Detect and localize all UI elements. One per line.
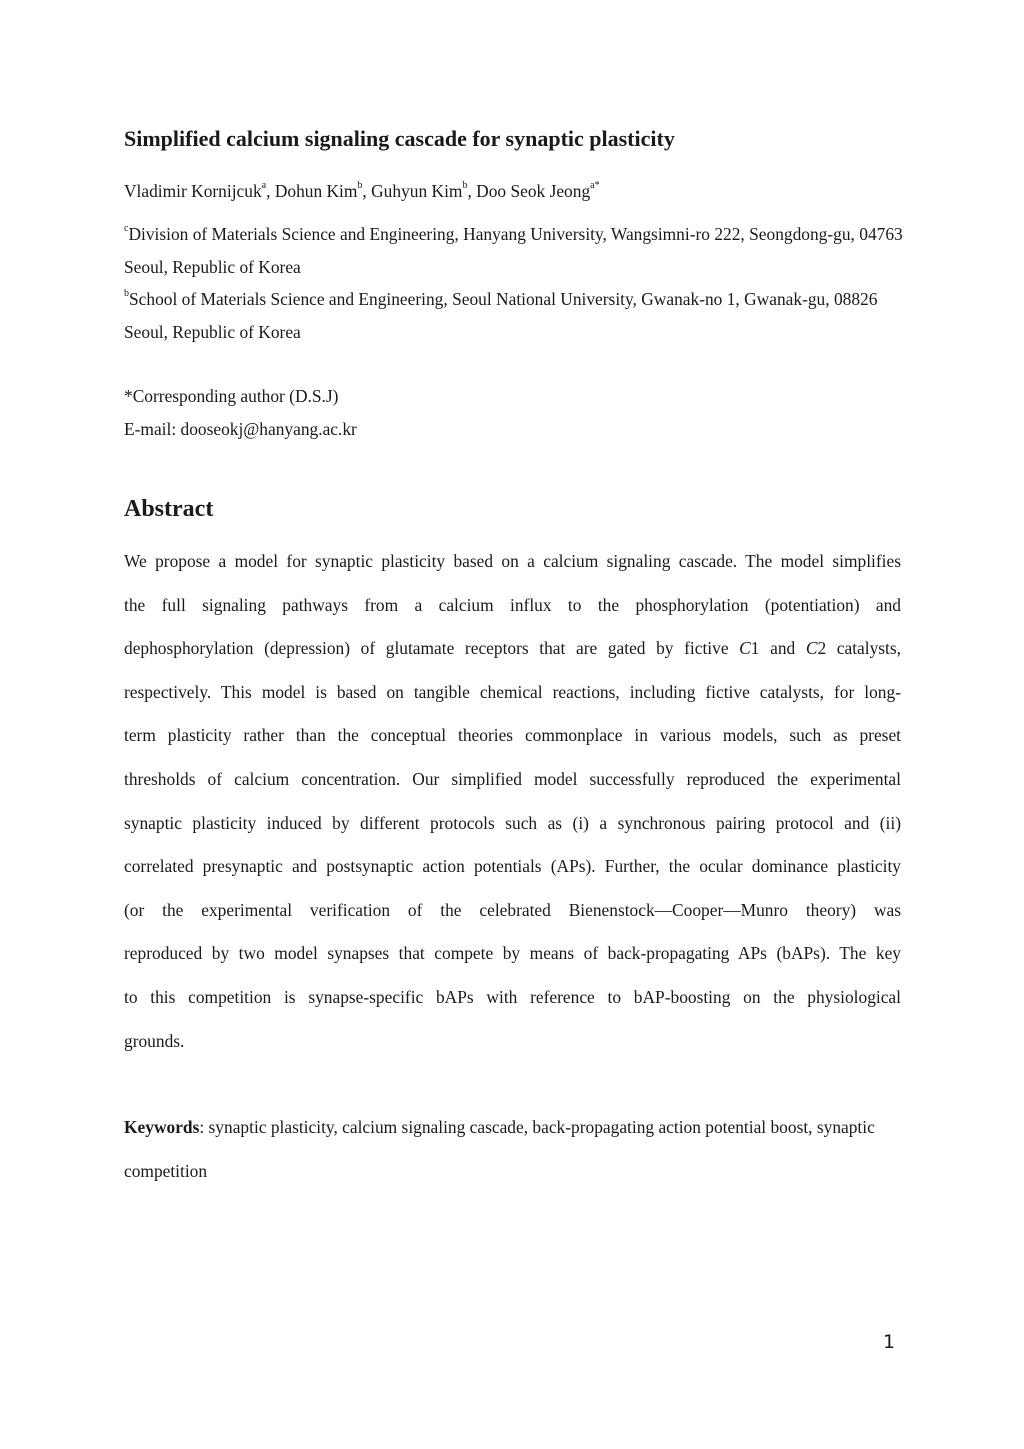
abstract-line: thresholds of calcium concentration. Our simplified model successfully reproduced the experimental xyxy=(124,768,901,789)
abstract-line: We propose a model for synaptic plasticity based on a calcium signaling cascade. The model simplifies xyxy=(124,551,901,571)
author-separator: , xyxy=(467,181,477,201)
affiliation-text: School of Materials Science and Engineering, Seoul National University, Gwanak-no 1, Gwanak-gu, 08826 Seoul, Republic of Korea xyxy=(124,289,878,342)
keywords xyxy=(124,1106,901,1193)
author-affiliation-mark: a* xyxy=(590,180,600,192)
abstract-line: reproduced by two model synapses that compete by means of back-propagating APs (bAPs). The key xyxy=(124,943,901,964)
author-affiliation-mark: a xyxy=(261,180,267,192)
abstract-heading: Abstract xyxy=(124,496,214,522)
page-number: 1 xyxy=(883,1331,896,1353)
paper-title: Simplified calcium signaling cascade for synaptic plasticity xyxy=(124,126,675,151)
keywords-text: : synaptic plasticity, calcium signaling cascade, back-propagating action potential boost, synaptic competition xyxy=(124,1117,875,1181)
corresponding-email: E-mail: dooseokj@hanyang.ac.kr xyxy=(124,419,357,439)
abstract-line: synaptic plasticity induced by different protocols such as (i) a synchronous pairing protocol and (ii) xyxy=(124,812,901,833)
author-name: Doo Seok Jeong xyxy=(476,181,591,201)
author-affiliation-mark: b xyxy=(357,180,363,192)
abstract-line: dephosphorylation (depression) of glutamate receptors that are gated by fictive C1 and C2 catalysts, xyxy=(124,638,901,659)
affiliation-mark: b xyxy=(124,288,129,300)
author-name: Guhyun Kim xyxy=(371,181,463,201)
abstract-line: to this competition is synapse-specific bAPs with reference to bAP-boosting on the physiological xyxy=(124,986,901,1007)
author-name: Dohun Kim xyxy=(274,181,358,201)
abstract-body xyxy=(124,540,901,1063)
author-list xyxy=(124,178,600,204)
author-affiliation-mark: b xyxy=(462,180,468,192)
abstract-line: respectively. This model is based on tangible chemical reactions, including fictive catalysts, for long- xyxy=(124,681,901,702)
author-separator: , xyxy=(266,181,275,201)
author-name: Vladimir Kornijcuk xyxy=(124,181,262,201)
affiliation-text: Division of Materials Science and Engineering, Hanyang University, Wangsimni-ro 222, Seongdong-gu, 04763 Seoul, Republic of Korea xyxy=(124,224,903,277)
abstract-line: grounds. xyxy=(124,1030,185,1051)
author-separator: , xyxy=(362,181,372,201)
keywords-label: Keywords xyxy=(124,1117,200,1137)
abstract-line: (or the experimental verification of the celebrated Bienenstock—Cooper—Munro theory) was xyxy=(124,899,901,920)
abstract-line: correlated presynaptic and postsynaptic action potentials (APs). Further, the ocular dominance plasticity xyxy=(124,856,901,877)
abstract-line: the full signaling pathways from a calcium influx to the phosphorylation (potentiation) and xyxy=(124,594,901,615)
catalyst-symbol: C xyxy=(739,638,751,659)
abstract-line: term plasticity rather than the conceptual theories commonplace in various models, such as preset xyxy=(124,725,901,746)
affiliation-snu xyxy=(124,283,904,349)
affiliation-mark: c xyxy=(124,223,129,235)
catalyst-symbol: C xyxy=(805,638,818,659)
affiliation-hanyang xyxy=(124,218,904,284)
corresponding-author: *Corresponding author (D.S.J) xyxy=(124,386,339,406)
